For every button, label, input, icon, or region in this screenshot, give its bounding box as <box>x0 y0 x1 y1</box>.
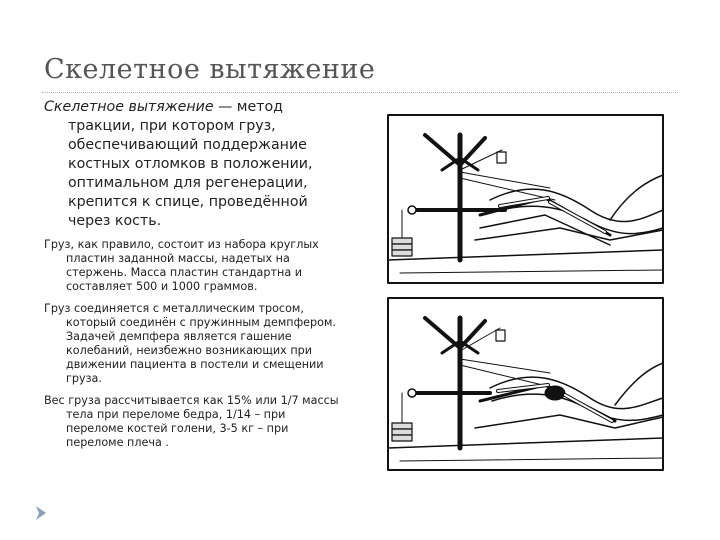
text-column <box>44 98 344 458</box>
title-divider <box>42 92 678 93</box>
traction-figure-bottom <box>388 298 663 470</box>
definition-paragraph <box>44 98 344 231</box>
traction-figure-top <box>388 115 663 283</box>
weight-composition-paragraph: Груз, как правило, состоит из набора круглых пластин заданной массы, надетых на стержень. Масса пластин стандартна и составляет 500 и 1000 граммов. <box>44 238 319 293</box>
chevron-right-icon[interactable] <box>34 505 48 521</box>
definition-text: — метод тракции, при котором груз, обеспечивающий поддержание костных отломков в положении, оптимальном для регенерации, крепится к спице, проведённой через кость. <box>68 99 313 229</box>
weight-calculation-paragraph: Вес груза рассчитывается как 15% или 1/7 массы тела при переломе бедра, 1/14 – при переломе костей голени, 3-5 кг – при переломе плеча . <box>44 394 339 449</box>
cable-damper-paragraph: Груз соединяется с металлическим тросом, который соединён с пружинным демпфером. Задачей демпфера является гашение колебаний, неизбежно возникающих при движении пациента в постели и смещении груза. <box>44 302 336 385</box>
definition-term: Скелетное вытяжение <box>44 99 214 115</box>
traction-illustration <box>380 110 670 485</box>
slide-title: Скелетное вытяжение <box>44 54 376 85</box>
